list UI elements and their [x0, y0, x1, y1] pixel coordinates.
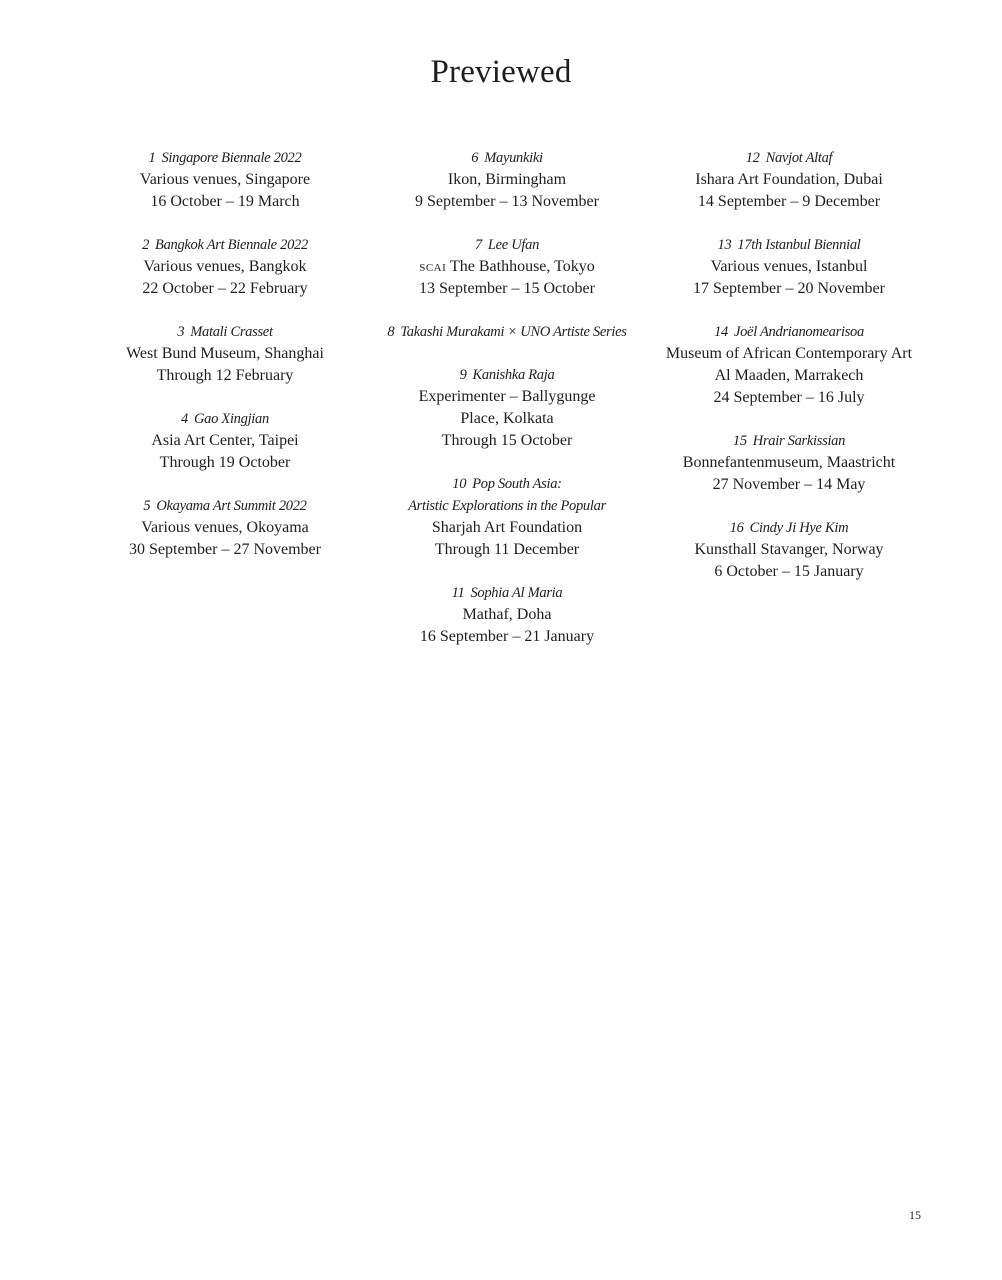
- entry-heading: [362, 321, 652, 343]
- listing-column-2: [362, 147, 652, 669]
- entry-venue: Kunsthall Stavanger, Norway: [694, 541, 884, 558]
- entry-heading: [644, 147, 934, 169]
- listing-entry: [362, 321, 652, 343]
- entry-venue: Experimenter – Ballygunge Place, Kolkata: [418, 388, 596, 427]
- entry-number: 15: [732, 433, 747, 449]
- entry-number: 9: [459, 367, 467, 383]
- venue-name: The Bathhouse, Tokyo: [449, 258, 595, 275]
- entry-venue: Mathaf, Doha: [462, 606, 552, 623]
- entry-venue: Sharjah Art Foundation: [431, 519, 583, 536]
- entry-dates: 16 October – 19 March: [150, 193, 300, 210]
- entry-dates: 22 October – 22 February: [142, 280, 308, 297]
- entry-title: Bangkok Art Biennale 2022: [155, 237, 308, 253]
- entry-title: Cindy Ji Hye Kim: [749, 520, 849, 536]
- entry-title: Okayama Art Summit 2022: [156, 498, 307, 514]
- entry-number: 1: [148, 150, 156, 166]
- entry-dates: 27 November – 14 May: [712, 476, 866, 493]
- entry-heading: [362, 234, 652, 256]
- listing-entry: [644, 147, 934, 213]
- entry-venue: Various venues, Okoyama: [141, 519, 309, 536]
- entry-title: Lee Ufan: [487, 237, 540, 253]
- entry-number: 10: [452, 476, 467, 492]
- entry-dates: 24 September – 16 July: [713, 389, 865, 406]
- entry-number: 7: [474, 237, 482, 253]
- entry-heading: [80, 408, 370, 430]
- entry-title: Pop South Asia:: [472, 476, 562, 492]
- listing-entry: [362, 473, 652, 561]
- listing-column-3: [644, 147, 934, 604]
- listing-entry: [80, 321, 370, 387]
- entry-title: Navjot Altaf: [765, 150, 833, 166]
- listing-entry: [644, 321, 934, 409]
- entry-heading: [80, 147, 370, 169]
- entry-title: Kanishka Raja: [472, 367, 555, 383]
- listing-entry: [362, 364, 652, 452]
- entry-venue: Museum of African Contemporary Art: [665, 345, 913, 362]
- entry-subtitle: Artistic Explorations in the Popular: [408, 498, 606, 514]
- entry-number: 16: [729, 520, 744, 536]
- entry-heading: [644, 517, 934, 539]
- entry-title: Sophia Al Maria: [470, 585, 563, 601]
- entry-title: Gao Xingjian: [194, 411, 269, 427]
- entry-venue: Asia Art Center, Taipei: [151, 432, 299, 449]
- entry-dates: 16 September – 21 January: [419, 628, 595, 645]
- entry-heading: [644, 321, 934, 343]
- entry-title: 17th Istanbul Biennial: [737, 237, 861, 253]
- entry-heading: [80, 495, 370, 517]
- entry-dates: 6 October – 15 January: [714, 563, 864, 580]
- entry-title: Mayunkiki: [484, 150, 543, 166]
- listing-column-1: [80, 147, 370, 582]
- entry-venue: Ikon, Birmingham: [447, 171, 567, 188]
- entry-dates: 17 September – 20 November: [693, 280, 885, 297]
- page-number: 15: [909, 1208, 921, 1222]
- entry-number: 12: [745, 150, 760, 166]
- entry-venue: Various venues, Singapore: [139, 171, 311, 188]
- entry-dates: 14 September – 9 December: [697, 193, 881, 210]
- entry-title: Singapore Biennale 2022: [161, 150, 302, 166]
- entry-venue: West Bund Museum, Shanghai: [126, 345, 324, 362]
- listing-entry: [80, 495, 370, 561]
- listing-entry: [80, 408, 370, 474]
- entry-title: Hrair Sarkissian: [752, 433, 846, 449]
- entry-dates: Through 15 October: [441, 432, 573, 449]
- entry-dates: 13 September – 15 October: [419, 280, 595, 297]
- entry-title: Joël Andrianomearisoa: [733, 324, 864, 340]
- entry-heading: [362, 582, 652, 604]
- entry-dates: Through 12 February: [156, 367, 294, 384]
- page-title: Previewed: [430, 54, 572, 90]
- entry-venue-line-2: Al Maaden, Marrakech: [714, 367, 864, 384]
- entry-heading: [644, 430, 934, 452]
- venue-prefix: scai: [419, 258, 447, 275]
- entry-venue: Ishara Art Foundation, Dubai: [695, 171, 883, 188]
- entry-heading: [362, 473, 652, 495]
- entry-number: 2: [142, 237, 150, 253]
- entry-heading: [362, 147, 652, 169]
- entry-number: 8: [387, 324, 395, 340]
- entry-venue: Various venues, Bangkok: [143, 258, 307, 275]
- listing-entry: [644, 234, 934, 300]
- listing-entry: [362, 582, 652, 648]
- entry-number: 6: [471, 150, 479, 166]
- listing-entry: [362, 234, 652, 300]
- entry-venue: Bonnefantenmuseum, Maastricht: [682, 454, 896, 471]
- listing-entry: [362, 147, 652, 213]
- entry-dates: 30 September – 27 November: [129, 541, 321, 558]
- entry-heading: [80, 234, 370, 256]
- entry-heading: [644, 234, 934, 256]
- entry-number: 3: [177, 324, 185, 340]
- entry-number: 14: [714, 324, 728, 340]
- entry-title: Takashi Murakami × UNO Artiste Series: [400, 324, 627, 340]
- entry-heading: [80, 321, 370, 343]
- entry-venue: [362, 256, 652, 278]
- entry-title: Matali Crasset: [190, 324, 273, 340]
- entry-dates: 9 September – 13 November: [415, 193, 599, 210]
- entry-venue: Various venues, Istanbul: [710, 258, 868, 275]
- entry-number: 11: [451, 585, 465, 601]
- entry-heading: [362, 364, 652, 386]
- listing-entry: [644, 430, 934, 496]
- listing-entry: [80, 147, 370, 213]
- entry-dates: Through 19 October: [159, 454, 291, 471]
- listing-entry: [80, 234, 370, 300]
- entry-number: 13: [717, 237, 732, 253]
- entry-number: 4: [181, 411, 188, 427]
- entry-number: 5: [143, 498, 151, 514]
- listing-entry: [644, 517, 934, 583]
- entry-dates: Through 11 December: [434, 541, 580, 558]
